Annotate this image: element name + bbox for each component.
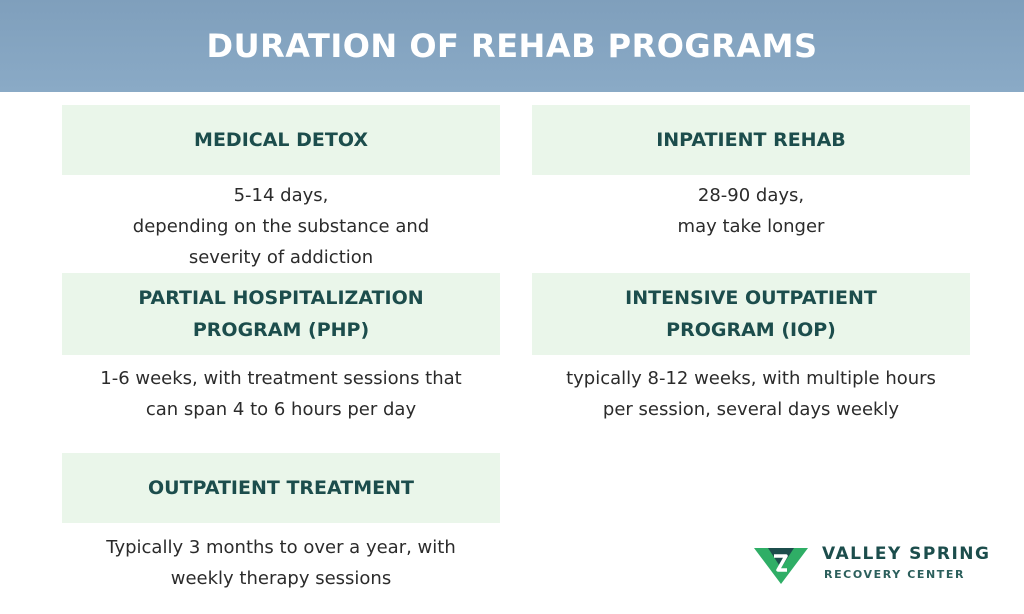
program-duration-iop: typically 8-12 weeks, with multiple hours per session, several days weekly <box>566 368 936 420</box>
program-duration-outpatient: Typically 3 months to over a year, with weekly therapy sessions <box>106 537 456 589</box>
page-header <box>0 0 1024 92</box>
logo-subtitle: RECOVERY CENTER <box>824 568 966 581</box>
logo-name: VALLEY SPRING <box>822 544 991 564</box>
valley-spring-logo <box>754 540 994 590</box>
program-title-iop: INTENSIVE OUTPATIENT PROGRAM (IOP) <box>532 273 970 355</box>
program-title-medical-detox: MEDICAL DETOX <box>62 105 500 175</box>
program-duration-medical-detox: 5-14 days, depending on the substance and severity of addiction <box>132 185 430 268</box>
program-title-outpatient: OUTPATIENT TREATMENT <box>62 453 500 523</box>
program-duration-php: 1-6 weeks, with treatment sessions that can span 4 to 6 hours per day <box>100 368 462 420</box>
program-title-inpatient-rehab: INPATIENT REHAB <box>532 105 970 175</box>
program-duration-inpatient-rehab: 28-90 days, may take longer <box>677 185 825 237</box>
program-title-php: PARTIAL HOSPITALIZATION PROGRAM (PHP) <box>62 273 500 355</box>
page-title: DURATION OF REHAB PROGRAMS <box>206 27 818 65</box>
valley-spring-logo-icon <box>754 546 808 586</box>
